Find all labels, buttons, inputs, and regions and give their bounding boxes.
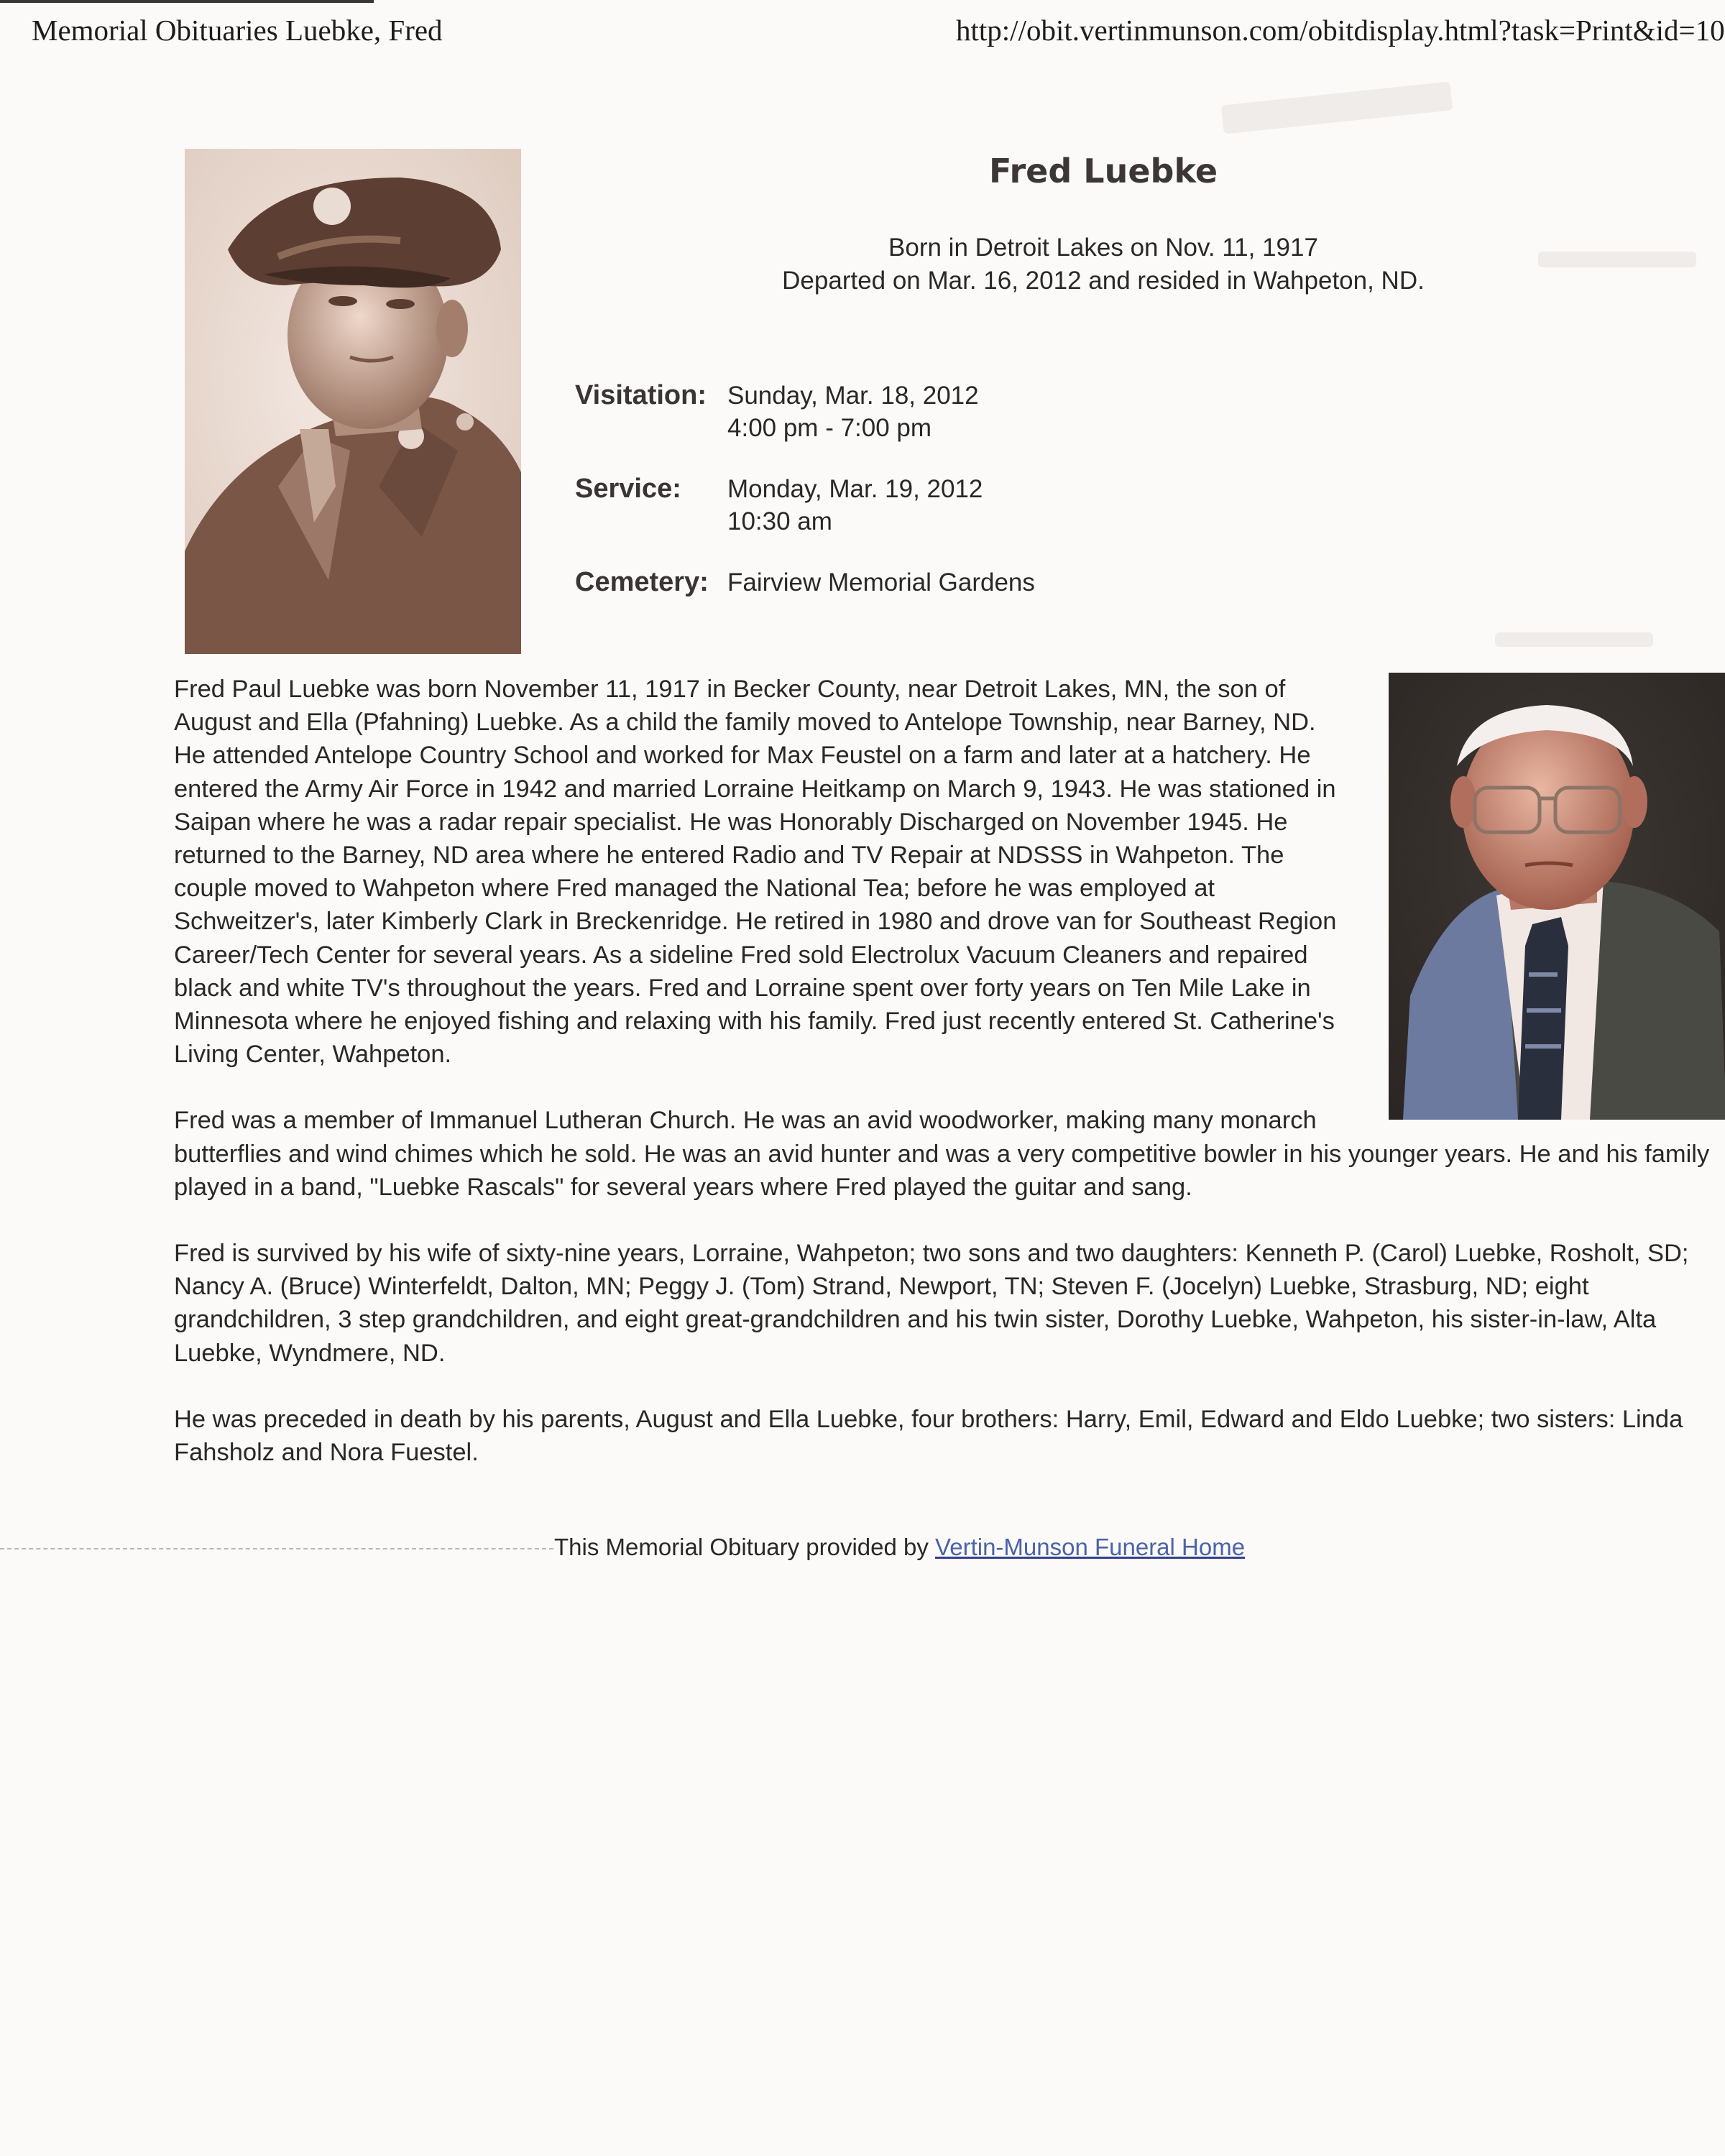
footer-divider <box>0 1548 553 1549</box>
obituary-footer <box>0 1531 1725 1574</box>
cemetery-block <box>575 566 1222 599</box>
departed-line: Departed on Mar. 16, 2012 and resided in Wahpeton, ND. <box>782 267 1425 295</box>
service-details <box>727 473 1222 538</box>
print-header-title: Memorial Obituaries Luebke, Fred <box>32 14 443 47</box>
cemetery-place: Fairview Memorial Gardens <box>727 568 1035 596</box>
cemetery-label: Cemetery: <box>575 567 709 597</box>
footer-credit-text: This Memorial Obituary provided by <box>554 1534 936 1561</box>
military-portrait-image <box>185 149 521 654</box>
born-departed-block <box>690 231 1517 298</box>
print-header <box>0 0 1725 65</box>
born-line: Born in Detroit Lakes on Nov. 11, 1917 <box>888 234 1318 262</box>
funeral-home-link[interactable]: Vertin-Munson Funeral Home <box>935 1534 1246 1561</box>
service-time: 10:30 am <box>727 507 832 535</box>
military-portrait-photo <box>185 149 521 654</box>
obituary-paragraph-survivors: Fred is survived by his wife of sixty-nine years, Lorraine, Wahpeton; two sons and two daughters: Kenneth P. (Carol) Luebke, Rosholt, SD; Nancy A. (Bruce) Winterfeldt, Dalton, MN; Peggy J. (Tom) Strand, Newport, TN; Steven F. (Jocelyn) Luebke, Strasburg, ND; eight grandchildren, 3 step grandchildren, and eight great-grandchildren and his twin sister, Dorothy Luebke, Wahpeton, his sister-in-law, Alta Luebke, Wyndmere, ND. <box>174 1240 1689 1367</box>
decedent-name: Fred Luebke <box>988 152 1218 190</box>
visitation-label: Visitation: <box>575 380 707 410</box>
obituary-paragraph-interests: Fred was a member of Immanuel Lutheran Church. He was an avid woodworker, making many monarch butterflies and wind chimes which he sold. He was an avid hunter and was a very competitive bowler in his younger years. He and his family played in a band, "Luebke Rascals" for several years where Fred played the guitar and sang. <box>174 1107 1710 1201</box>
service-date: Monday, Mar. 19, 2012 <box>727 475 983 503</box>
service-label: Service: <box>575 474 681 504</box>
events-block <box>575 379 1222 627</box>
obituary-paragraph-preceded: He was preceded in death by his parents, August and Ella Luebke, four brothers: Harry, Emil, Edward and Eldo Luebke; two sisters: Linda Fahsholz and Nora Fuestel. <box>174 1405 1683 1467</box>
footer-credit <box>554 1531 1245 1564</box>
obituary-body <box>174 661 1725 1502</box>
visitation-block <box>575 379 1222 444</box>
visitation-time: 4:00 pm - 7:00 pm <box>727 414 932 442</box>
service-block <box>575 473 1222 538</box>
visitation-details <box>727 379 1222 444</box>
elderly-portrait-photo <box>1389 673 1725 1120</box>
print-header-url: http://obit.vertinmunson.com/obitdisplay.html?task=Print&id=10 <box>956 14 1725 47</box>
obituary-top <box>0 65 1725 661</box>
visitation-date: Sunday, Mar. 18, 2012 <box>727 382 979 410</box>
obituary-paragraph-biography: Fred Paul Luebke was born November 11, 1917 in Becker County, near Detroit Lakes, MN, the son of August and Ella (Pfahning) Luebke. As a child the family moved to Antelope Township, near Barney, ND. He attended Antelope Country School and worked for Max Feustel on a farm and later at a hatchery. He entered the Army Air Force in 1942 and married Lorraine Heitkamp on March 9, 1943. He was stationed in Saipan where he was a radar repair specialist. He was Honorably Discharged on November 1945. He returned to the Barney, ND area where he entered Radio and TV Repair at NDSSS in Wahpeton. The couple moved to Wahpeton where Fred managed the National Tea; before he was employed at Schweitzer's, later Kimberly Clark in Breckenridge. He retired in 1980 and drove van for Southeast Region Career/Tech Center for several years. As a sideline Fred sold Electrolux Vacuum Cleaners and repaired black and white TV's throughout the years. Fred and Lorraine spent over forty years on Ten Mile Lake in Minnesota where he enjoyed fishing and relaxing with his family. Fred just recently entered St. Catherine's Living Center, Wahpeton. <box>174 676 1337 1069</box>
cemetery-details <box>727 566 1222 599</box>
elderly-portrait-image <box>1389 673 1725 1120</box>
